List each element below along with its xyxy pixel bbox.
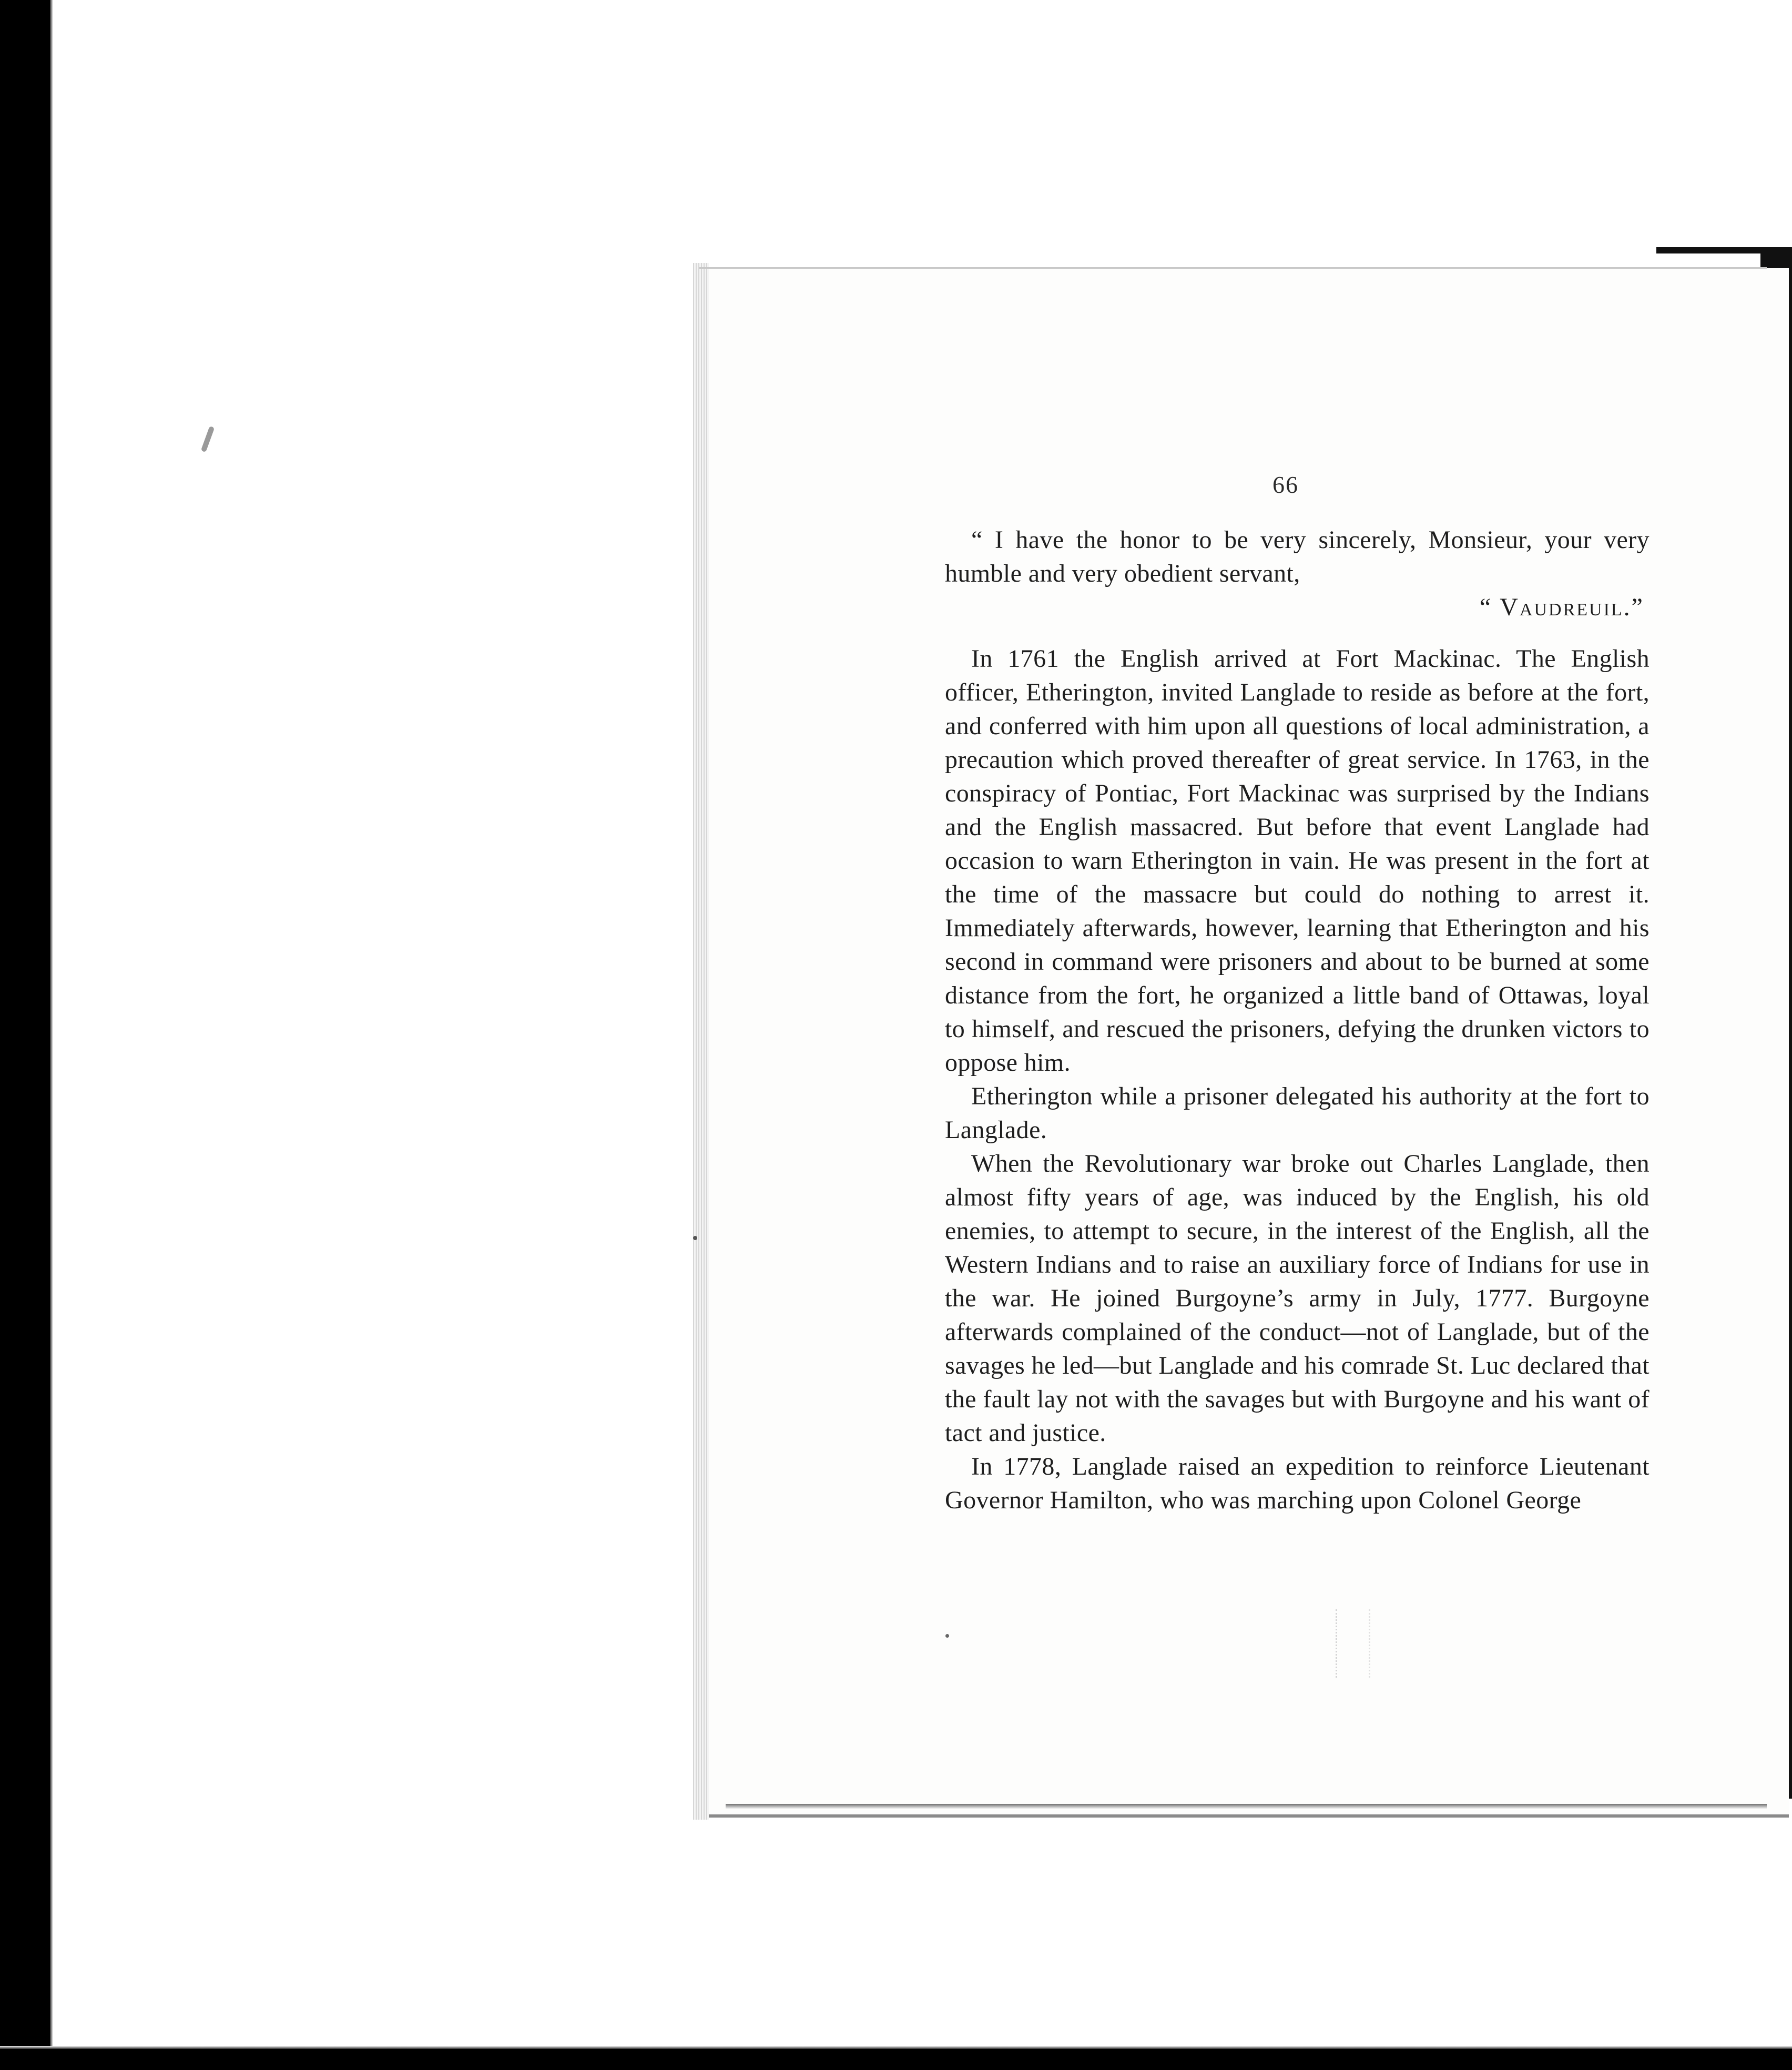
page-number: 66 <box>1272 471 1299 498</box>
page-body <box>945 523 1650 1517</box>
letter-signature: “ Vaudreuil.” <box>1479 593 1644 621</box>
scan-bleed-mark <box>1336 1609 1370 1678</box>
body-paragraph: When the Revolutionary war broke out Charles Langlade, then almost fifty years of age, was induced by the English, his old enemies, to attempt to secure, in the interest of the English, all the Western Indians and to raise an auxiliary force of Indians for use in the war. He joined Burgoyne’s army in July, 1777. Burgoyne afterwards complained of the conduct—not of Langlade, but of the savages he led—but Langlade and his comrade St. Luc declared that the fault lay not with the savages but with Burgoyne and his want of tact and justice. <box>945 1150 1650 1447</box>
page-top-edge <box>699 267 1767 269</box>
body-paragraph: Etherington while a prisoner delegated his authority at the fort to Langlade. <box>945 1082 1650 1144</box>
page-bottom-shadow <box>726 1804 1767 1809</box>
page-gutter-edge <box>693 263 709 1820</box>
scan-left-border-edge <box>50 0 53 2070</box>
letter-closing: “ I have the honor to be very sincerely, Monsieur, your very humble and very obedient servant, <box>945 526 1650 587</box>
scan-left-border <box>0 0 50 2070</box>
scan-speck <box>693 1236 697 1240</box>
body-paragraph: In 1778, Langlade raised an expedition to reinforce Lieutenant Governor Hamilton, who was marching upon Colonel George <box>945 1453 1650 1514</box>
scan-speck <box>201 426 215 452</box>
scan-bottom-border <box>0 2049 1792 2070</box>
body-paragraph: In 1761 the English arrived at Fort Mackinac. The English officer, Etherington, invited Langlade to reside as before at the fort, and conferred with him upon all questions of local administration, a precaution which proved thereafter of great service. In 1763, in the conspiracy of Pontiac, Fort Mackinac was surprised by the Indians and the English massacred. But before that event Langlade had occasion to warn Etherington in vain. He was present in the fort at the time of the massacre but could do nothing to arrest it. Immediately afterwards, however, learning that Etherington and his second in command were prisoners and about to be burned at some distance from the fort, he organized a little band of Ottawas, loyal to himself, and rescued the prisoners, defying the drunken victors to oppose him. <box>945 645 1650 1077</box>
scan-speck <box>945 1634 949 1638</box>
